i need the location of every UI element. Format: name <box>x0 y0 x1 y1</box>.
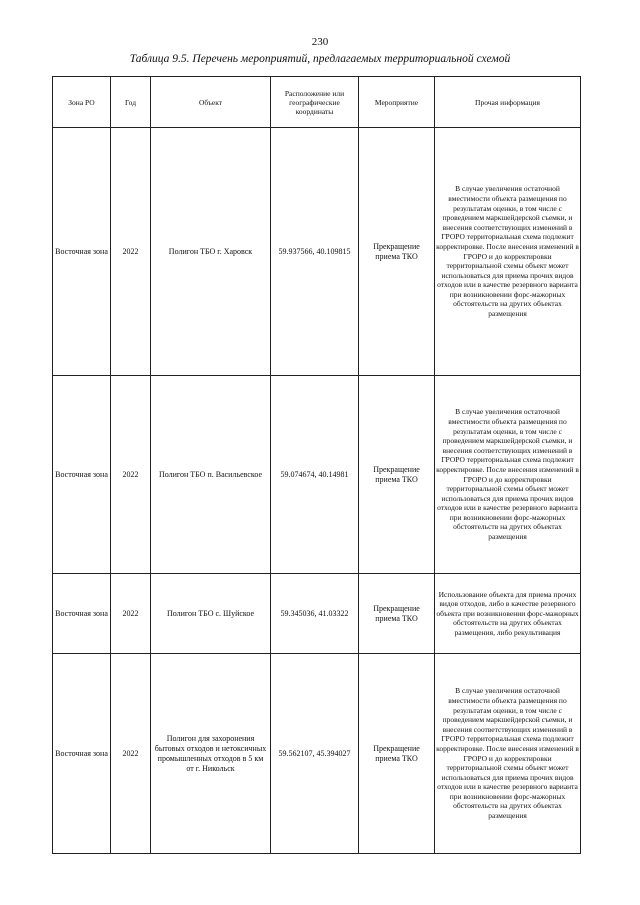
column-header-info: Прочая информация <box>435 77 581 128</box>
table-title: Таблица 9.5. Перечень мероприятий, предлагаемых территориальной схемой <box>129 53 511 65</box>
cell-year: 2022 <box>111 574 151 654</box>
cell-year: 2022 <box>111 128 151 376</box>
cell-info: Использование объекта для приема прочих видов отходов, либо в качестве резервного объекта при возникновении форс-мажорных обстоятельств на других объектах размещения, либо рекультивация <box>435 574 581 654</box>
table-row <box>53 654 581 854</box>
cell-object: Полигон ТБО г. Харовск <box>151 128 271 376</box>
cell-object: Полигон ТБО п. Васильевское <box>151 376 271 574</box>
cell-zone: Восточная зона <box>53 376 111 574</box>
cell-zone: Восточная зона <box>53 128 111 376</box>
cell-zone: Восточная зона <box>53 574 111 654</box>
measures-table <box>52 76 581 854</box>
page-number: 230 <box>311 36 329 48</box>
cell-measure: Прекращение приема ТКО <box>359 376 435 574</box>
cell-object: Полигон для захоронения бытовых отходов и нетоксичных промышленных отходов в 5 км от г. Никольск <box>151 654 271 854</box>
cell-info: В случае увеличения остаточной вместимости объекта размещения по результатам оценки, в том числе с проведением маркшейдерской съемки, и внесения соответствующих изменений в ГРОРО территориальная схема подлежит корректировке. После внесения изменений в ГРОРО и до корректировки территориальной схемы объект может использоваться для приема прочих видов отходов или в качестве резервного варианта при возникновении форс-мажорных обстоятельств на других объектах размещения <box>435 654 581 854</box>
cell-coordinates: 59.562107, 45.394027 <box>271 654 359 854</box>
cell-coordinates: 59.074674, 40.14981 <box>271 376 359 574</box>
cell-measure: Прекращение приема ТКО <box>359 574 435 654</box>
column-header-measure: Мероприятие <box>359 77 435 128</box>
table-header-row <box>53 77 581 128</box>
column-header-zone: Зона РО <box>53 77 111 128</box>
cell-year: 2022 <box>111 654 151 854</box>
cell-zone: Восточная зона <box>53 654 111 854</box>
cell-info: В случае увеличения остаточной вместимости объекта размещения по результатам оценки, в том числе с проведением маркшейдерской съемки, и внесения соответствующих изменений в ГРОРО территориальная схема подлежит корректировке. После внесения изменений в ГРОРО и до корректировки территориальной схемы объект может использоваться для приема прочих видов отходов или в качестве резервного варианта при возникновении форс-мажорных обстоятельств на других объектах размещения <box>435 128 581 376</box>
cell-year: 2022 <box>111 376 151 574</box>
cell-coordinates: 59.345036, 41.03322 <box>271 574 359 654</box>
table-row <box>53 376 581 574</box>
column-header-location: Расположение или географические координаты <box>271 77 359 128</box>
cell-measure: Прекращение приема ТКО <box>359 654 435 854</box>
column-header-object: Объект <box>151 77 271 128</box>
table-row <box>53 574 581 654</box>
cell-info: В случае увеличения остаточной вместимости объекта размещения по результатам оценки, в том числе с проведением маркшейдерской съемки, и внесения соответствующих изменений в ГРОРО территориальная схема подлежит корректировке. После внесения изменений в ГРОРО и до корректировки территориальной схемы объект может использоваться для приема прочих видов отходов или в качестве резервного варианта при возникновении форс-мажорных обстоятельств на других объектах размещения <box>435 376 581 574</box>
column-header-year: Год <box>111 77 151 128</box>
cell-measure: Прекращение приема ТКО <box>359 128 435 376</box>
cell-coordinates: 59.937566, 40.109815 <box>271 128 359 376</box>
cell-object: Полигон ТБО с. Шуйское <box>151 574 271 654</box>
table-row <box>53 128 581 376</box>
